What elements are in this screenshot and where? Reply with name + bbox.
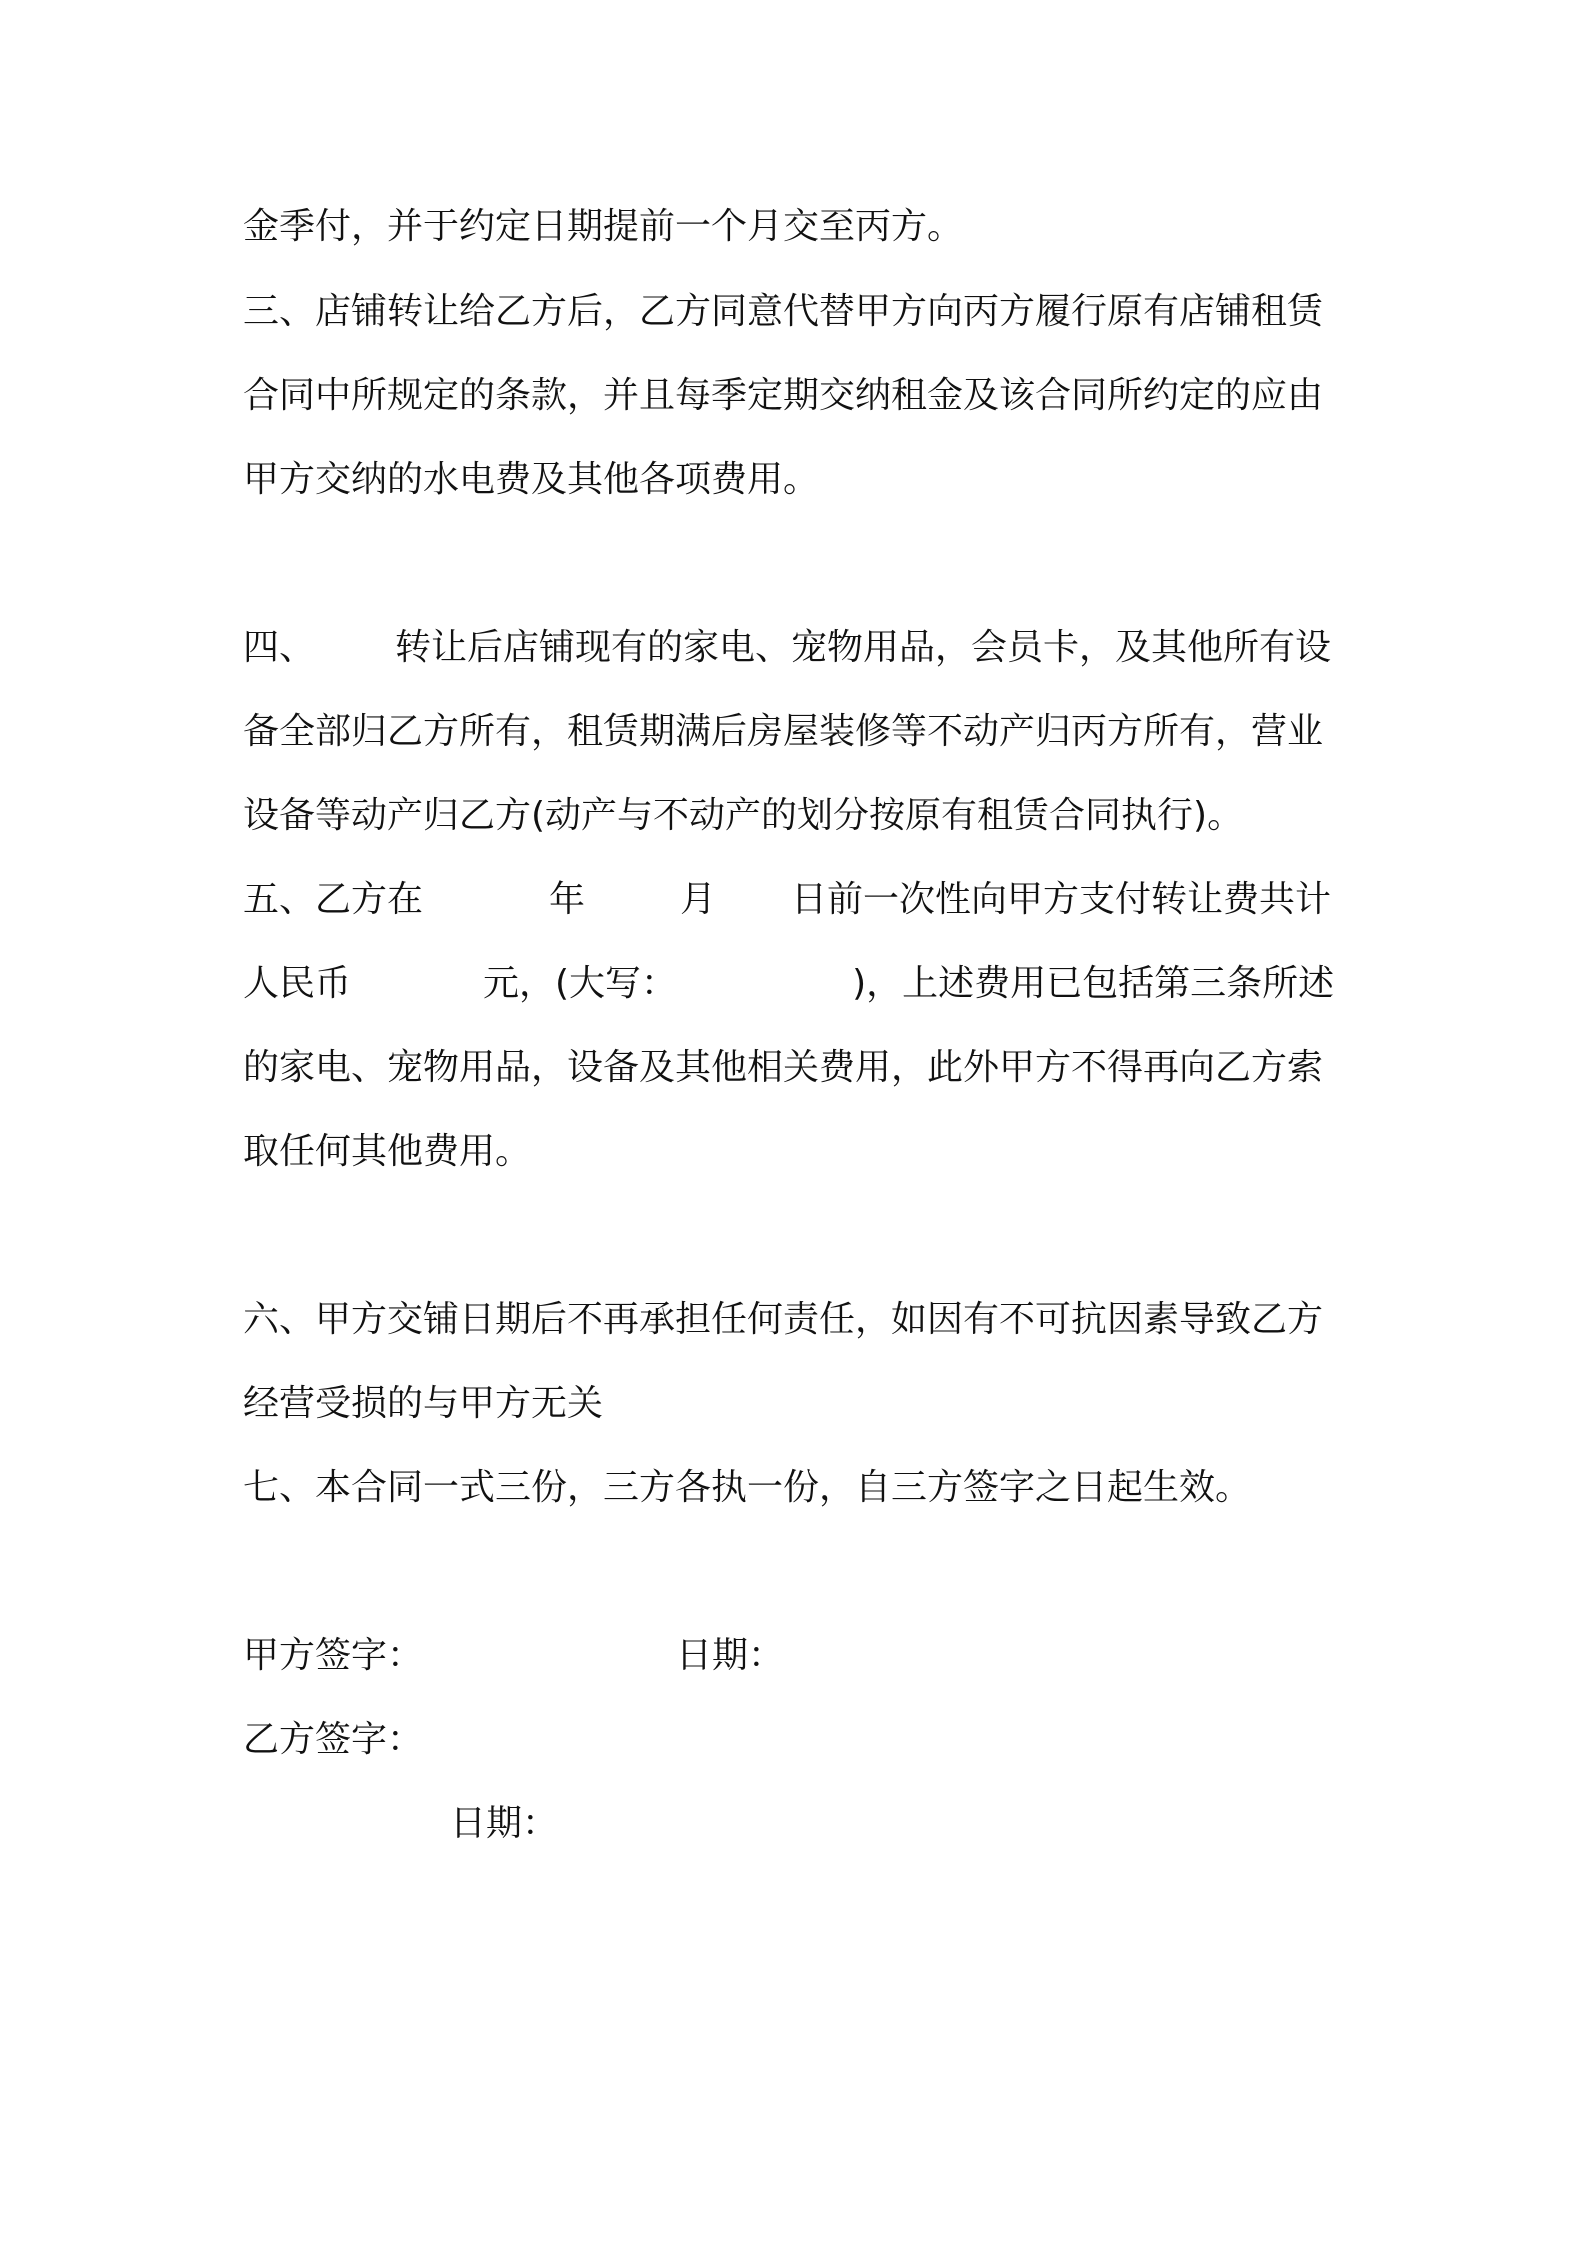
clause-3-line-3: 甲方交纳的水电费及其他各项费用。 bbox=[243, 459, 820, 500]
clause-3-line-2: 合同中所规定的条款，并且每季定期交纳租金及该合同所约定的应由 bbox=[243, 375, 1324, 416]
clause-5-line-2 bbox=[243, 960, 1334, 1008]
clause-4-line-3: 设备等动产归乙方(动产与不动产的划分按原有租赁合同执行)。 bbox=[243, 795, 1244, 836]
clause-3-line-1: 三、店铺转让给乙方后，乙方同意代替甲方向丙方履行原有店铺租赁 bbox=[243, 291, 1324, 332]
clause-5-line-4: 取任何其他费用。 bbox=[243, 1131, 532, 1172]
clause-5-part-7: )，上述费用已包括第三条所述 bbox=[852, 963, 1335, 1004]
clause-6-line-2: 经营受损的与甲方无关 bbox=[243, 1383, 604, 1424]
clause-4-number: 四、 bbox=[243, 627, 316, 668]
clause-4-text: 转让后店铺现有的家电、宠物用品，会员卡，及其他所有设 bbox=[395, 627, 1332, 668]
clause-5-part-4: 日前一次性向甲方支付转让费共计 bbox=[791, 879, 1332, 920]
clause-5-line-1 bbox=[243, 876, 1331, 924]
clause-4-line-1 bbox=[243, 624, 1331, 672]
clause-5-yuan: 元，(大写： bbox=[483, 963, 678, 1004]
clause-5-year: 年 bbox=[549, 879, 586, 920]
clause-5-month: 月 bbox=[680, 879, 717, 920]
clause-7-line: 七、本合同一式三份，三方各执一份，自三方签字之日起生效。 bbox=[243, 1467, 1252, 1508]
party-a-signature-label: 甲方签字： bbox=[243, 1635, 424, 1676]
clause-4-line-2: 备全部归乙方所有，租赁期满后房屋装修等不动产归丙方所有，营业 bbox=[243, 711, 1324, 752]
party-b-date-label: 日期： bbox=[450, 1803, 559, 1844]
clause-5-part-1: 五、乙方在 bbox=[243, 879, 424, 920]
clause-5-line-3: 的家电、宠物用品，设备及其他相关费用，此外甲方不得再向乙方索 bbox=[243, 1047, 1324, 1088]
clause-5-rmb: 人民币 bbox=[243, 963, 352, 1004]
clause-6-line-1: 六、甲方交铺日期后不再承担任何责任，如因有不可抗因素导致乙方 bbox=[243, 1299, 1324, 1340]
party-a-date-label: 日期： bbox=[676, 1635, 785, 1676]
text-line: 金季付，并于约定日期提前一个月交至丙方。 bbox=[243, 206, 964, 247]
party-b-signature-label: 乙方签字： bbox=[243, 1719, 424, 1760]
